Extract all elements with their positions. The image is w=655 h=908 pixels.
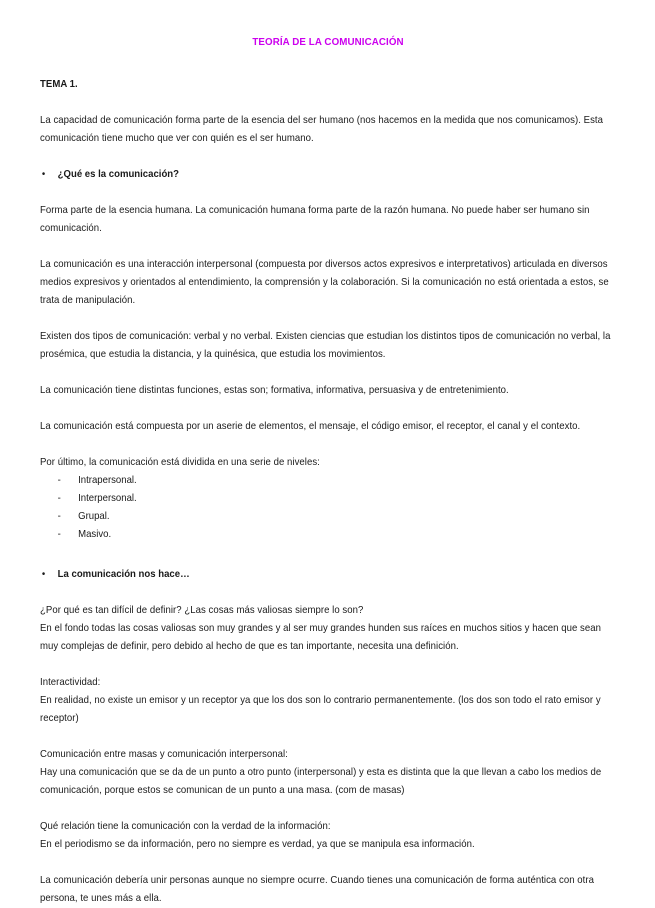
- dash-marker-icon: -: [57, 475, 61, 486]
- paragraph-interaccion-interpersonal: La comunicación es una interacción interpersonal (compuesta por diversos actos expresivos e interpretativos) articulada en diversos medios expresivos y orientados al entendimiento, la comprensión y la colaboración. Si la comunicación no está orientada a estos, se trata de manipulación.: [40, 259, 609, 306]
- spacer: [40, 238, 616, 256]
- block-interactividad: [40, 674, 616, 728]
- block-line-body: La comunicación debería unir personas aunque no siempre ocurre. Cuando tienes una comunicación de forma auténtica con otra persona, te unes más a ella.: [40, 875, 594, 904]
- spacer: [40, 94, 616, 112]
- document-body: [40, 0, 616, 908]
- spacer: [40, 800, 616, 818]
- list-item-label: Masivo.: [78, 529, 112, 540]
- document-title: TEORÍA DE LA COMUNICACIÓN: [252, 36, 404, 48]
- paragraph-tipos-comunicacion: Existen dos tipos de comunicación: verbal y no verbal. Existen ciencias que estudian los distintos tipos de comunicación no verbal, la prosémica, que estudia la distancia, y la quinésica, que estudia los movimientos.: [40, 331, 611, 360]
- block-verdad-informacion: [40, 818, 616, 854]
- bullet-label: ¿Qué es la comunicación?: [57, 169, 180, 180]
- block-definicion: [40, 602, 616, 656]
- dash-marker-icon: -: [57, 493, 61, 504]
- spacer: [40, 184, 616, 202]
- list-item-label: Grupal.: [78, 511, 110, 522]
- section-heading-tema: TEMA 1.: [40, 79, 78, 90]
- paragraph-elementos: La comunicación está compuesta por un aserie de elementos, el mensaje, el código emisor, el receptor, el canal y el contexto.: [40, 421, 581, 432]
- spacer: [40, 854, 616, 872]
- dash-marker-icon: -: [57, 529, 61, 540]
- paragraph-forma-parte: Forma parte de la esencia humana. La comunicación humana forma parte de la razón humana. No puede haber ser humano sin comunicación.: [40, 205, 590, 234]
- spacer: [40, 48, 616, 76]
- intro-paragraph: La capacidad de comunicación forma parte de la esencia del ser humano (nos hacemos en la medida que nos comunicamos). Esta comunicación tiene mucho que ver con quién es el ser humano.: [40, 115, 603, 144]
- block-line-question: ¿Por qué es tan difícil de definir? ¿Las cosas más valiosas siempre lo son?: [40, 605, 364, 616]
- block-comunicacion-masas: [40, 746, 616, 800]
- bullet-label: La comunicación nos hace…: [57, 569, 190, 580]
- block-line-body: En el periodismo se da información, pero no siempre es verdad, ya que se manipula esa información.: [40, 839, 475, 850]
- block-line-label: Qué relación tiene la comunicación con la verdad de la información:: [40, 821, 331, 832]
- block-line-label: Comunicación entre masas y comunicación interpersonal:: [40, 749, 288, 760]
- list-item-label: Interpersonal.: [78, 493, 137, 504]
- list-intro-niveles: Por último, la comunicación está dividida en una serie de niveles:: [40, 457, 320, 468]
- spacer: [40, 310, 616, 328]
- list-item: [40, 490, 634, 508]
- spacer: [40, 148, 616, 166]
- spacer: [40, 436, 616, 454]
- list-item: [40, 508, 634, 526]
- bullet-point-icon: •: [41, 569, 46, 580]
- bullet-item-que-es-la-comunicacion: [40, 166, 616, 184]
- list-item: [40, 472, 634, 490]
- block-line-answer: En el fondo todas las cosas valiosas son muy grandes y al ser muy grandes hunden sus raíces en muchos sitios y hacen que sean muy complejas de definir, pero debido al hecho de que es tan importante, necesita una definición.: [40, 623, 602, 652]
- dash-marker-icon: -: [57, 511, 61, 522]
- spacer: [40, 584, 616, 602]
- block-unir-personas: [40, 872, 616, 908]
- block-line-body: Hay una comunicación que se da de un punto a otro punto (interpersonal) y esta es distinta que la que llevan a cabo los medios de comunicación, porque estos se comunican de un punto a una masa. (com de masas): [40, 767, 602, 796]
- block-line-label: Interactividad:: [40, 677, 101, 688]
- paragraph-funciones: La comunicación tiene distintas funciones, estas son; formativa, informativa, persuasiva y de entretenimiento.: [40, 385, 509, 396]
- spacer: [40, 400, 616, 418]
- list-item: [40, 526, 634, 544]
- bullet-item-la-comunicacion-nos-hace: [40, 566, 616, 584]
- bullet-point-icon: •: [41, 169, 46, 180]
- list-item-label: Intrapersonal.: [78, 475, 137, 486]
- spacer: [40, 544, 616, 566]
- spacer: [40, 728, 616, 746]
- block-line-body: En realidad, no existe un emisor y un receptor ya que los dos son lo contrario permanentemente. (los dos son todo el rato emisor y receptor): [40, 695, 601, 724]
- spacer: [40, 364, 616, 382]
- spacer: [40, 656, 616, 674]
